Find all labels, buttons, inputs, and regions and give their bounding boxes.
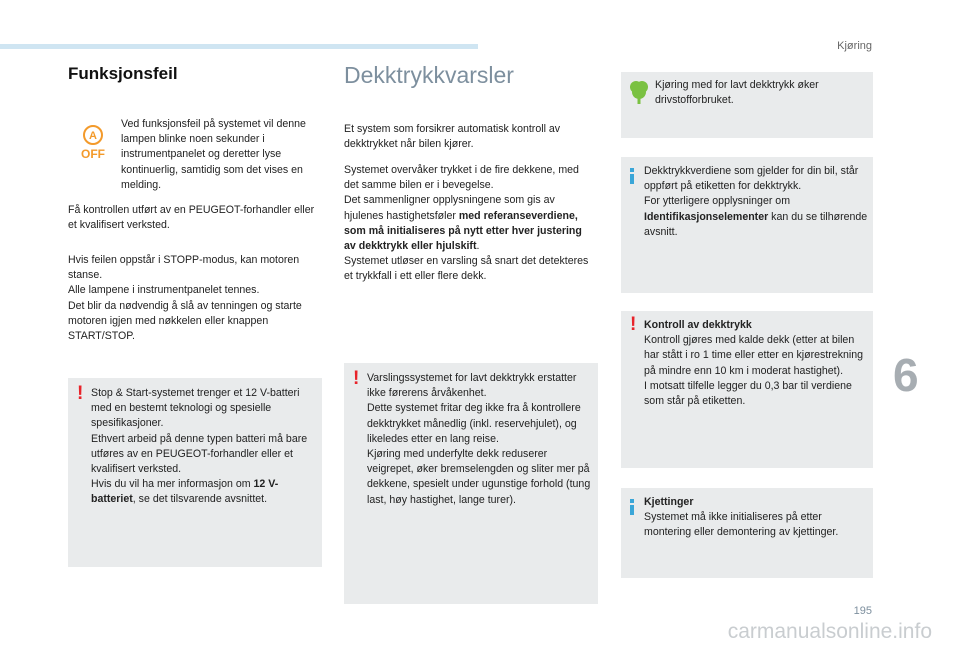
tire-check-title: Kontroll av dekktrykk (644, 319, 752, 331)
header-accent-bar (0, 44, 478, 49)
middle-paragraph-1: Et system som forsikrer automatisk kontroll av dekktrykket når bilen kjører. (344, 123, 561, 151)
warning-icon: ! (630, 314, 637, 335)
lamp-off-label: OFF (81, 147, 105, 161)
chapter-number: 6 (893, 349, 919, 401)
eco-tree-icon (629, 79, 649, 105)
warning-icon: ! (353, 368, 360, 389)
left-paragraph-1: Få kontrollen utført av en PEUGEOT-forhandler eller et kvalifisert verksted. (68, 204, 315, 232)
lamp-description: Ved funksjonsfeil på systemet vil denne lampen blinke noen sekunder i instrumentpanelet og deretter lyse kontinuerlig, samtidig som det vises en melding. (121, 118, 306, 191)
heading-dekktrykkvarsler: Dekktrykkvarsler (344, 62, 514, 88)
chains-title: Kjettinger (644, 496, 694, 508)
info-tire-values: Dekktrykkverdiene som gjelder for din bil, står oppført på etiketten for dekktrykk. For ytterligere opplysninger om Identifikasjonselementer kan du se tilhørende avsnitt. (621, 157, 873, 293)
heading-funksjonsfeil: Funksjonsfeil (68, 64, 178, 83)
left-paragraph-2: Hvis feilen oppstår i STOPP-modus, kan motoren stanse. Alle lampene i instrumentpanelet tennes. Det blir da nødvendig å slå av tenningen og starte motoren igjen med nøkkelen eller knappen START/STOP. (68, 254, 302, 343)
tire-check-notice: ! Kontroll av dekktrykk Kontroll gjøres med kalde dekk (etter at bilen har stått i ro 1 time eller etter en kjørestrekning på mindre enn 10 km i moderat hastighet). I motsatt tilfelle legger du 0,3 bar til verdiene som står på etiketten. (621, 311, 873, 468)
section-title: Kjøring (837, 40, 872, 52)
warning-lamp-icon (76, 124, 110, 162)
lamp-letter: A (89, 130, 97, 142)
info-icon (630, 168, 634, 184)
watermark: carmanualsonline.info (727, 620, 932, 643)
middle-paragraph-2: Systemet overvåker trykket i de fire dekkene, med det samme bilen er i bevegelse. Det sammenligner opplysningene som gis av hjulenes hastighetsføler med referanseverdiene, som må initialiseres på nytt etter hver justering av dekktrykk eller hjulskift. Systemet utløser en varsling så snart det detekteres et trykkfall i ett eller flere dekk. (344, 164, 589, 283)
info-chains: Kjettinger Systemet må ikke initialiseres på etter montering eller demontering av kjettinger. (621, 488, 873, 578)
tire-pressure-notice: ! Varslingssystemet for lavt dekktrykk erstatter ikke førerens årvåkenhet. Dette systemet fritar deg ikke fra å kontrollere dekktrykket månedlig (inkl. reservehjulet), og likeledes etter en lang reise. Kjøring med underfylte dekk reduserer veigrepet, øker bremselengden og sliter mer på dekkene, spesielt under ugunstige forhold (tung last, høy hastighet, lange turer). (344, 363, 598, 604)
warning-icon: ! (77, 383, 84, 404)
page-number: 195 (853, 605, 872, 617)
info-icon (630, 499, 634, 515)
eco-notice: Kjøring med for lavt dekktrykk øker drivstofforbruket. (621, 72, 873, 138)
stop-start-notice: ! Stop & Start-systemet trenger et 12 V-batteri med en bestemt teknologi og spesielle spesifikasjoner. Ethvert arbeid på denne typen batteri må bare utføres av en PEUGEOT-forhandler eller et kvalifisert verksted. Hvis du vil ha mer informasjon om 12 V-batteriet, se det tilsvarende avsnittet. (68, 378, 322, 567)
